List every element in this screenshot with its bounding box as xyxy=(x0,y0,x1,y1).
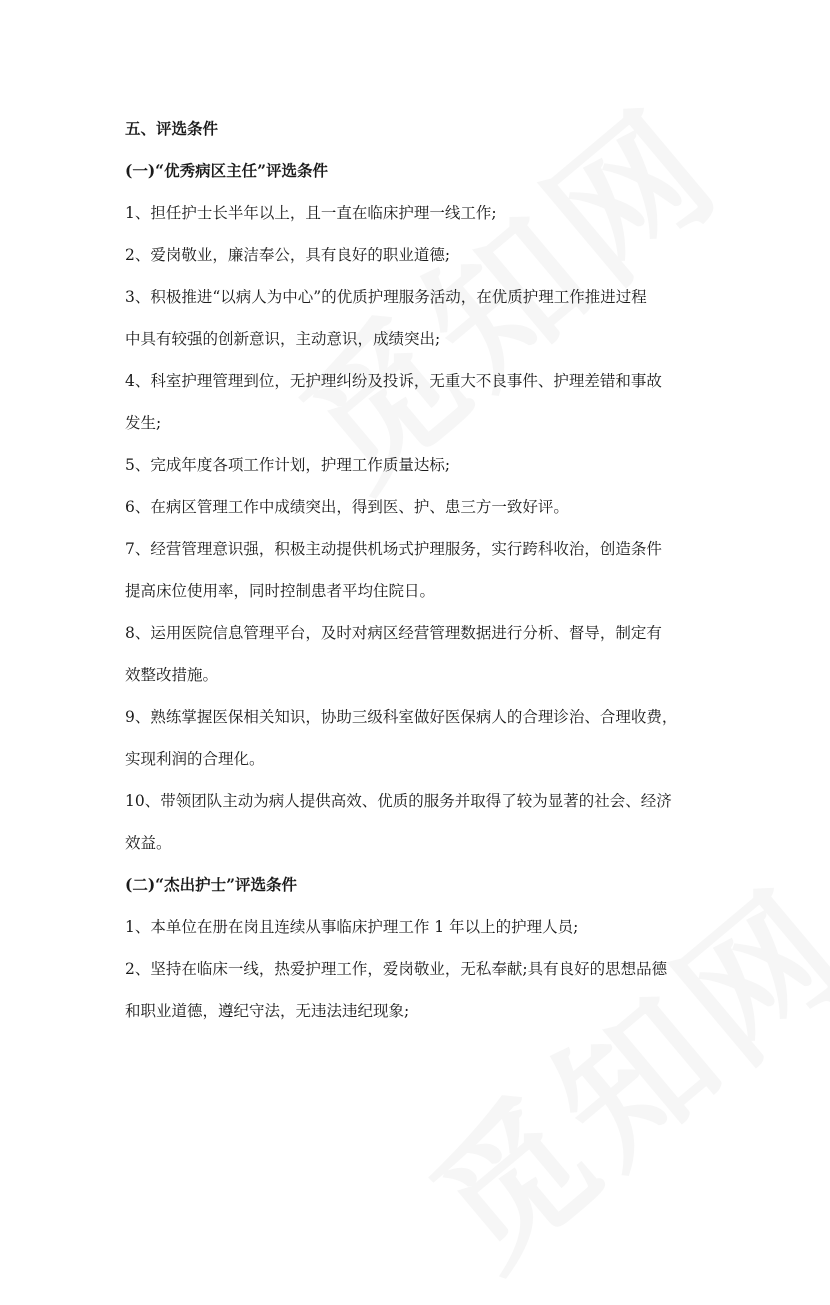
paragraph-line: 中具有较强的创新意识，主动意识，成绩突出; xyxy=(125,330,441,348)
section-heading: 五、评选条件 xyxy=(125,119,219,138)
paragraph-line: 8、运用医院信息管理平台，及时对病区经营管理数据进行分析、督导，制定有 xyxy=(125,624,662,642)
paragraph-line: 提高床位使用率，同时控制患者平均住院日。 xyxy=(125,582,436,600)
paragraph-line: 6、在病区管理工作中成绩突出，得到医、护、患三方一致好评。 xyxy=(125,498,569,516)
paragraph-line: 2、坚持在临床一线，热爱护理工作，爱岗敬业，无私奉献;具有良好的思想品德 xyxy=(125,960,668,978)
paragraph-line: 实现利润的合理化。 xyxy=(125,750,265,768)
subsection-heading: (二)“杰出护士”评选条件 xyxy=(125,875,297,894)
paragraph-line: 效整改措施。 xyxy=(125,666,219,684)
paragraph-line: 1、担任护士长半年以上，且一直在临床护理一线工作; xyxy=(125,204,497,222)
document-body xyxy=(125,108,715,1032)
paragraph-line: 5、完成年度各项工作计划，护理工作质量达标; xyxy=(125,456,451,474)
paragraph-line: 9、熟练掌握医保相关知识，协助三级科室做好医保病人的合理诊治、合理收费， xyxy=(125,708,678,726)
paragraph-line: 2、爱岗敬业，廉洁奉公，具有良好的职业道德; xyxy=(125,246,451,264)
paragraph-line: 1、本单位在册在岗且连续从事临床护理工作 1 年以上的护理人员; xyxy=(125,918,579,936)
paragraph-line: 和职业道德，遵纪守法，无违法违纪现象; xyxy=(125,1002,410,1020)
paragraph-line: 发生; xyxy=(125,414,162,432)
paragraph-line: 10、带领团队主动为病人提供高效、优质的服务并取得了较为显著的社会、经济 xyxy=(125,792,672,810)
subsection-heading: (一)“优秀病区主任”评选条件 xyxy=(125,161,328,180)
paragraph-line: 效益。 xyxy=(125,834,172,852)
paragraph-line: 3、积极推进“以病人为中心”的优质护理服务活动，在优质护理工作推进过程 xyxy=(125,288,647,306)
paragraph-line: 7、经营管理意识强，积极主动提供机场式护理服务，实行跨科收治，创造条件 xyxy=(125,540,662,558)
paragraph-line: 4、科室护理管理到位，无护理纠纷及投诉，无重大不良事件、护理差错和事故 xyxy=(125,372,662,390)
